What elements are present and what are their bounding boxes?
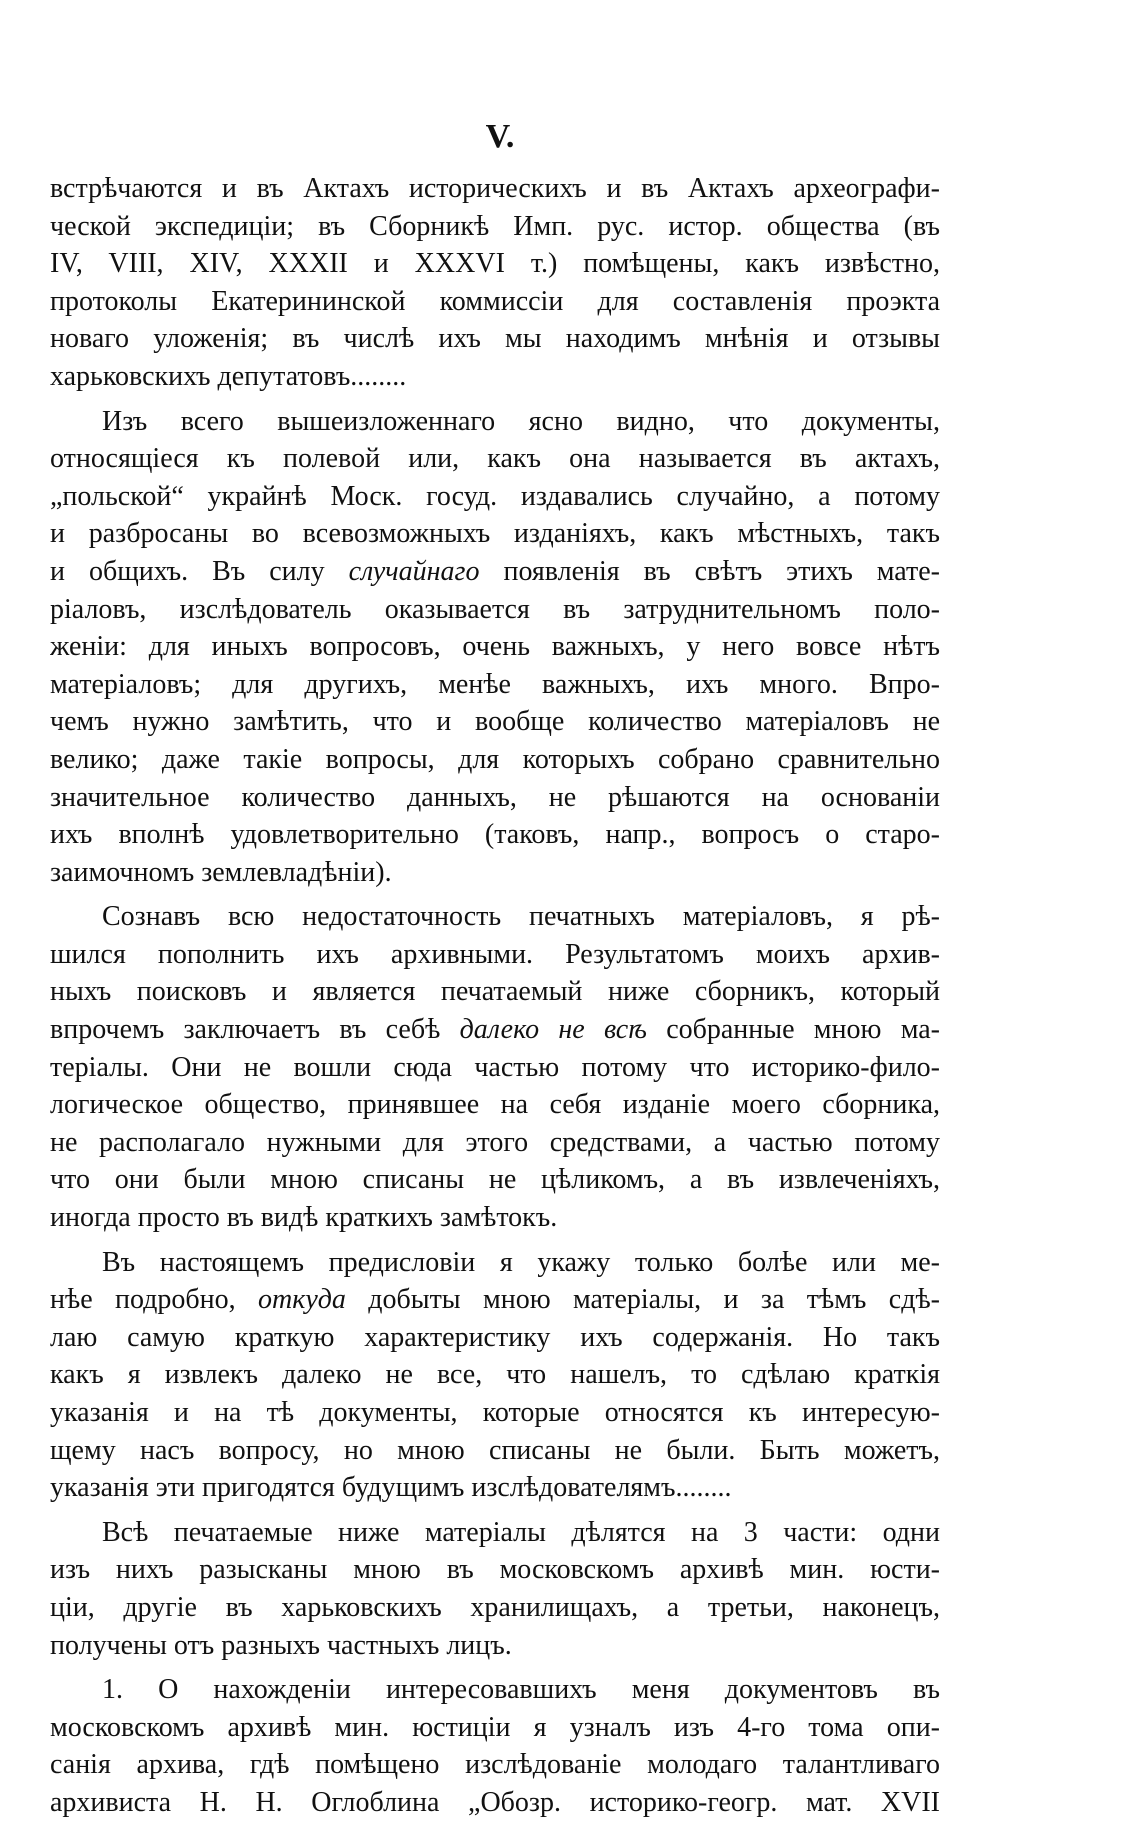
text-line: Всѣ печатаемые ниже матеріалы дѣлятся на 3 части: одни bbox=[102, 1516, 940, 1548]
text-line: „польской“ украйнѣ Моск. госуд. издавались случайно, а потому bbox=[50, 480, 940, 512]
text-line: значительное количество данныхъ, не рѣшаются на основаніи bbox=[50, 781, 940, 813]
body-text bbox=[50, 170, 940, 1822]
text-line: какъ я извлекъ далеко не все, что нашелъ, то сдѣлаю краткія bbox=[50, 1359, 940, 1391]
text-fragment: добыты мною матеріалы, и за тѣмъ сдѣ- bbox=[345, 1284, 940, 1316]
text-line: изъ нихъ разысканы мною въ московскомъ архивѣ мин. юсти- bbox=[50, 1554, 940, 1586]
text-line: санія архива, гдѣ помѣщено изслѣдованіе молодаго талантливаго bbox=[50, 1749, 940, 1781]
text-line: ціи, другіе въ харьковскихъ хранилищахъ, а третьи, наконецъ, bbox=[50, 1591, 940, 1623]
text-line bbox=[50, 1011, 940, 1049]
text-line: протоколы Екатерининской коммиссіи для составленія проэкта bbox=[50, 285, 940, 317]
text-line: IV, VIII, XIV, XXXII и XXXVI т.) помѣщены, какъ извѣстно, bbox=[50, 248, 940, 280]
book-page bbox=[50, 0, 940, 1818]
text-line: женіи: для иныхъ вопросовъ, очень важныхъ, у него вовсе нѣтъ bbox=[50, 631, 940, 663]
text-line: харьковскихъ депутатовъ........ bbox=[50, 360, 407, 392]
text-line: указанія эти пригодятся будущимъ изслѣдователямъ........ bbox=[50, 1472, 732, 1504]
text-line: получены отъ разныхъ частныхъ лицъ. bbox=[50, 1629, 512, 1661]
text-line: ихъ вполнѣ удовлетворительно (таковъ, напр., вопросъ о старо- bbox=[50, 819, 940, 851]
text-line: шился пополнить ихъ архивными. Результатомъ моихъ архив- bbox=[50, 938, 940, 970]
text-line: велико; даже такіе вопросы, для которыхъ собрано сравнительно bbox=[50, 743, 940, 775]
text-line: Въ настоящемъ предисловіи я укажу только болѣе или ме- bbox=[102, 1246, 940, 1278]
italic-emphasis: откуда bbox=[258, 1284, 346, 1316]
text-line: что они были мною списаны не цѣликомъ, а въ извлеченіяхъ, bbox=[50, 1164, 940, 1196]
text-fragment: впрочемъ заключаетъ въ себѣ bbox=[50, 1014, 460, 1046]
text-line: заимочномъ землевладѣніи). bbox=[50, 856, 392, 888]
text-fragment: и общихъ. Въ силу bbox=[50, 555, 349, 587]
text-line: логическое общество, принявшее на себя изданіе моего сборника, bbox=[50, 1089, 940, 1121]
text-line: архивиста Н. Н. Оглоблина „Обозр. историко-геогр. мат. XVII bbox=[50, 1786, 940, 1818]
text-line: чемъ нужно замѣтить, что и вообще количество матеріаловъ не bbox=[50, 706, 940, 738]
text-line: ческой экспедиціи; въ Сборникѣ Имп. рус. истор. общества (въ bbox=[50, 210, 940, 242]
text-line: Изъ всего вышеизложеннаго ясно видно, что документы, bbox=[102, 405, 940, 437]
text-line: и разбросаны во всевозможныхъ изданіяхъ, какъ мѣстныхъ, такъ bbox=[50, 518, 940, 550]
text-line: относящіеся къ полевой или, какъ она называется въ актахъ, bbox=[50, 443, 940, 475]
text-line: 1. О нахожденіи интересовавшихъ меня документовъ въ bbox=[102, 1674, 940, 1706]
text-line: теріалы. Они не вошли сюда частью потому что историко-фило- bbox=[50, 1051, 940, 1083]
text-fragment: нѣе подробно, bbox=[50, 1284, 259, 1316]
text-line: не располагало нужными для этого средствами, а частью потому bbox=[50, 1126, 940, 1158]
text-line: ныхъ поисковъ и является печатаемый ниже сборникъ, который bbox=[50, 976, 940, 1008]
text-line: ріаловъ, изслѣдователь оказывается въ затруднительномъ поло- bbox=[50, 593, 940, 625]
text-line: встрѣчаются и въ Актахъ историческихъ и въ Актахъ археографи- bbox=[50, 173, 940, 204]
text-line bbox=[50, 1281, 940, 1319]
text-fragment: собранные мною ма- bbox=[646, 1014, 940, 1046]
text-line: матеріаловъ; для другихъ, менѣе важныхъ, ихъ много. Впро- bbox=[50, 668, 940, 700]
text-line: иногда просто въ видѣ краткихъ замѣтокъ. bbox=[50, 1202, 558, 1234]
text-line: Сознавъ всю недостаточность печатныхъ матеріаловъ, я рѣ- bbox=[102, 901, 940, 933]
text-fragment: появленія въ свѣтъ этихъ мате- bbox=[479, 555, 940, 587]
text-line bbox=[50, 553, 940, 591]
page-number: V. bbox=[485, 118, 515, 155]
italic-emphasis: случайнаго bbox=[348, 555, 480, 587]
italic-emphasis: далеко не всѣ bbox=[459, 1014, 647, 1046]
text-line: московскомъ архивѣ мин. юстиціи я узналъ изъ 4-го тома опи- bbox=[50, 1711, 940, 1743]
text-line: щему насъ вопросу, но мною списаны не были. Быть можетъ, bbox=[50, 1434, 940, 1466]
text-line: лаю самую краткую характеристику ихъ содержанія. Но такъ bbox=[50, 1321, 940, 1353]
text-line: указанія и на тѣ документы, которые относятся къ интересую- bbox=[50, 1397, 940, 1428]
text-line: новаго уложенія; въ числѣ ихъ мы находимъ мнѣнія и отзывы bbox=[50, 323, 940, 355]
